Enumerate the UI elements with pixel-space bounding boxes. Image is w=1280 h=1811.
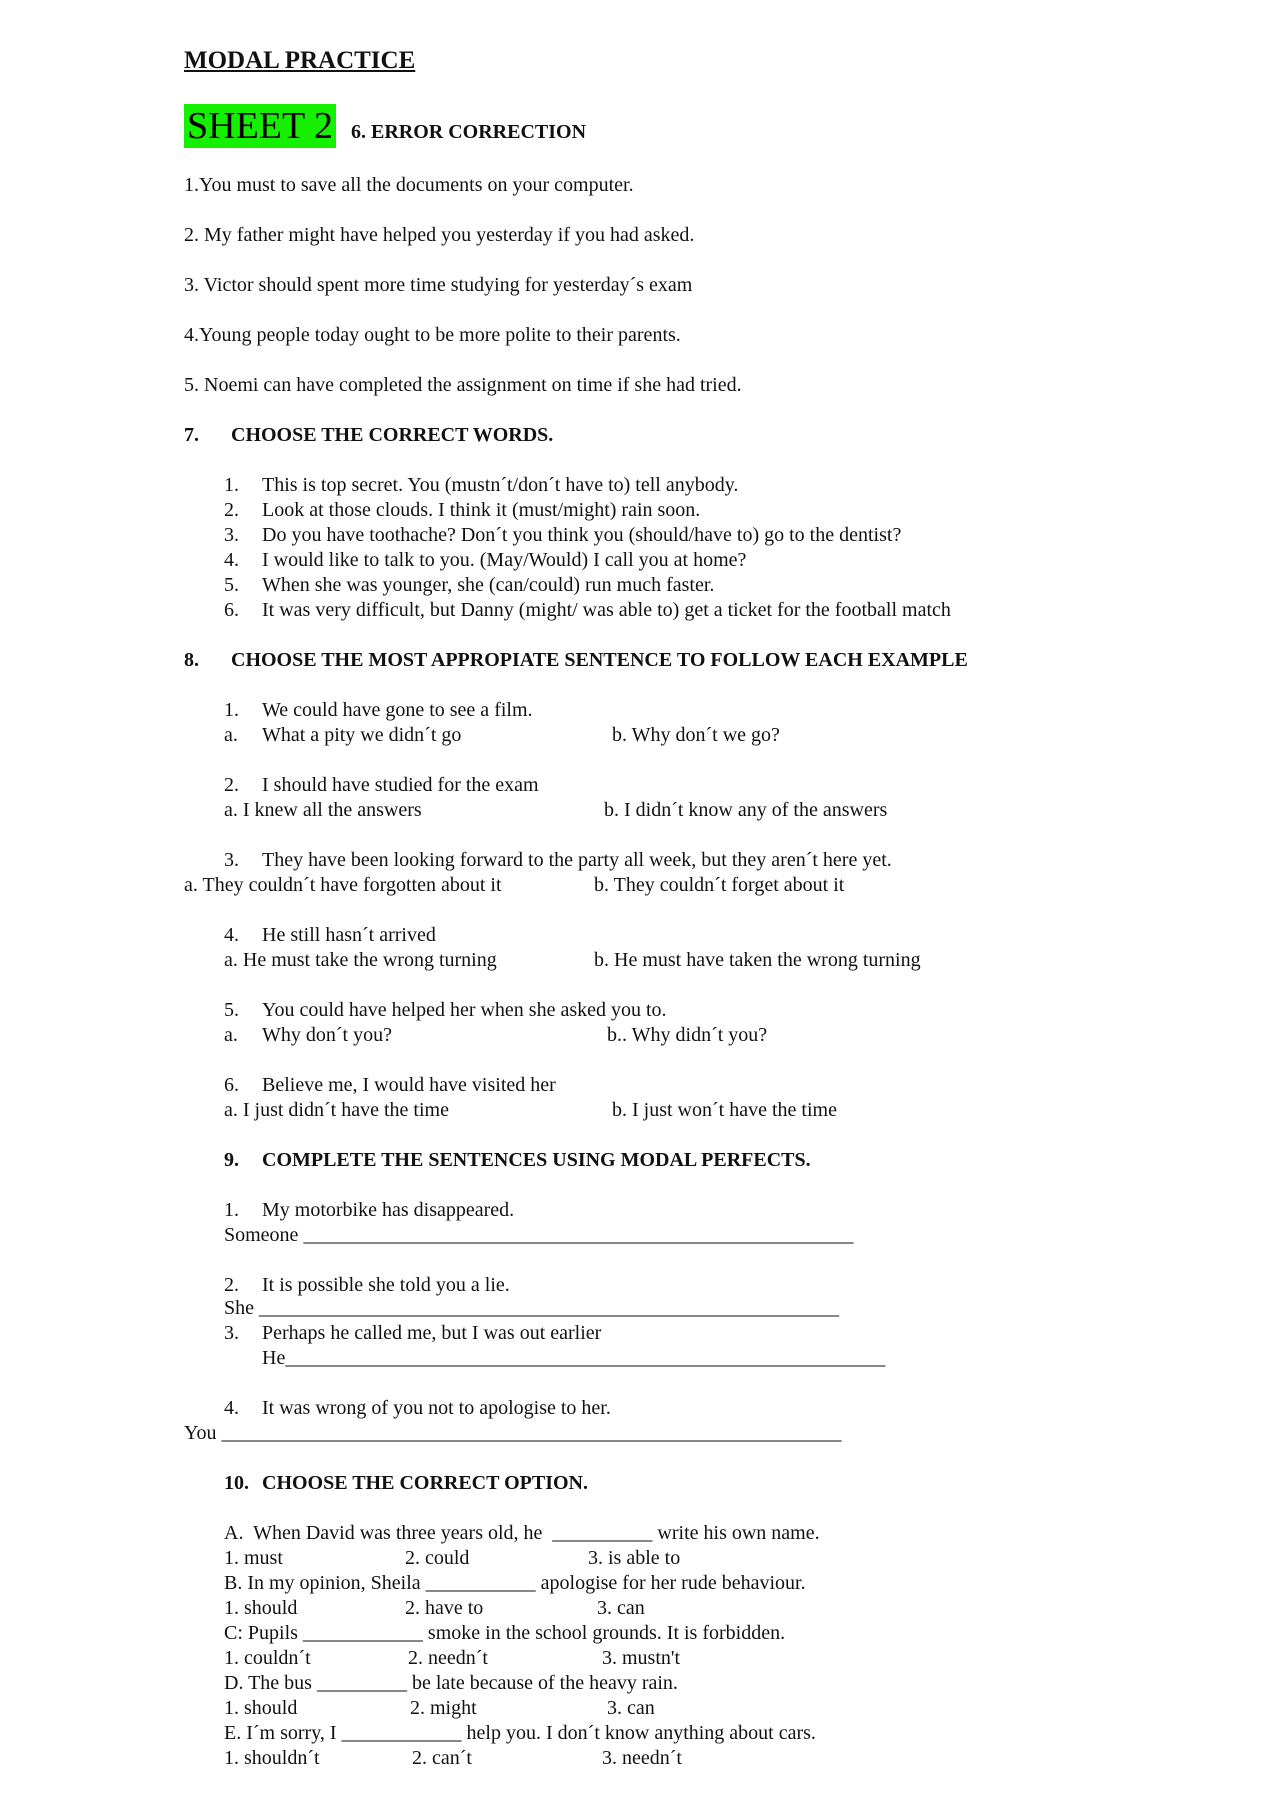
- s8-item-number: 1.: [224, 699, 239, 721]
- s10-question: A. When David was three years old, he __________ write his own name.: [224, 1522, 820, 1544]
- s10-option-1: 1. couldn´t: [224, 1647, 311, 1669]
- section-10-number: 10.: [224, 1472, 249, 1494]
- s8-prompt: I should have studied for the exam: [262, 774, 539, 796]
- s9-item-number: 4.: [224, 1397, 239, 1419]
- s7-item-text: Do you have toothache? Don´t you think you (should/have to) go to the dentist?: [262, 524, 902, 546]
- s8-prompt: He still hasn´t arrived: [262, 924, 436, 946]
- s10-option-3: 3. can: [597, 1597, 645, 1619]
- section-10-heading: CHOOSE THE CORRECT OPTION.: [262, 1472, 588, 1494]
- s8-option-a: Why don´t you?: [262, 1024, 392, 1046]
- s8-option-b: b. He must have taken the wrong turning: [594, 949, 921, 971]
- s10-option-1: 1. shouldn´t: [224, 1747, 320, 1769]
- section-9-heading: COMPLETE THE SENTENCES USING MODAL PERFECTS.: [262, 1149, 811, 1171]
- s9-prompt: It is possible she told you a lie.: [262, 1274, 510, 1296]
- s7-item-number: 3.: [224, 524, 239, 546]
- s8-option-b: b. I just won´t have the time: [612, 1099, 837, 1121]
- s7-item-text: It was very difficult, but Danny (might/ was able to) get a ticket for the football match: [262, 599, 951, 621]
- s7-item-text: I would like to talk to you. (May/Would) I call you at home?: [262, 549, 747, 571]
- s7-item-number: 2.: [224, 499, 239, 521]
- s8-option-b: b. Why don´t we go?: [612, 724, 780, 746]
- s8-item-number: 3.: [224, 849, 239, 871]
- s10-option-3: 3. needn´t: [602, 1747, 682, 1769]
- s8-option-a: a. I knew all the answers: [224, 799, 422, 821]
- s10-option-3: 3. is able to: [588, 1547, 681, 1569]
- s10-option-2: 2. might: [410, 1697, 477, 1719]
- s8-item-number: 2.: [224, 774, 239, 796]
- s10-option-2: 2. have to: [405, 1597, 484, 1619]
- s8-item-number: 6.: [224, 1074, 239, 1096]
- s9-answer-line: Someone _______________________________________________________: [224, 1224, 854, 1246]
- s10-option-3: 3. can: [607, 1697, 655, 1719]
- s7-item-number: 4.: [224, 549, 239, 571]
- s8-option-a: What a pity we didn´t go: [262, 724, 462, 746]
- s8-option-a: a. He must take the wrong turning: [224, 949, 497, 971]
- s7-item-text: Look at those clouds. I think it (must/might) rain soon.: [262, 499, 701, 521]
- s9-item-number: 2.: [224, 1274, 239, 1296]
- section-7-number: 7.: [184, 424, 199, 446]
- s8-option-b: b. I didn´t know any of the answers: [604, 799, 888, 821]
- s8-option-a: a. They couldn´t have forgotten about it: [184, 874, 502, 896]
- s7-item-text: When she was younger, she (can/could) run much faster.: [262, 574, 715, 596]
- s8-option-b: b.. Why didn´t you?: [607, 1024, 768, 1046]
- s8-option-a: a. I just didn´t have the time: [224, 1099, 449, 1121]
- s10-question: D. The bus _________ be late because of the heavy rain.: [224, 1672, 678, 1694]
- error-item-2: 2. My father might have helped you yesterday if you had asked.: [184, 224, 695, 246]
- s9-item-number: 3.: [224, 1322, 239, 1344]
- s8-item-number: 4.: [224, 924, 239, 946]
- s10-option-2: 2. needn´t: [408, 1647, 488, 1669]
- s8-item-number: 5.: [224, 999, 239, 1021]
- s10-question: E. I´m sorry, I ____________ help you. I don´t know anything about cars.: [224, 1722, 816, 1744]
- s9-prompt: My motorbike has disappeared.: [262, 1199, 515, 1221]
- s9-prompt: Perhaps he called me, but I was out earlier: [262, 1322, 602, 1344]
- section-8-heading: CHOOSE THE MOST APPROPIATE SENTENCE TO FOLLOW EACH EXAMPLE: [231, 649, 968, 671]
- s10-option-3: 3. mustn't: [602, 1647, 681, 1669]
- s7-item-text: This is top secret. You (mustn´t/don´t have to) tell anybody.: [262, 474, 739, 496]
- sheet-label: SHEET 2: [184, 104, 336, 148]
- s8-option-a-label: a.: [224, 1024, 238, 1046]
- s10-option-2: 2. could: [405, 1547, 470, 1569]
- error-item-1: 1.You must to save all the documents on your computer.: [184, 174, 634, 196]
- s7-item-number: 1.: [224, 474, 239, 496]
- error-item-5: 5. Noemi can have completed the assignment on time if she had tried.: [184, 374, 742, 396]
- s9-answer-line: You ______________________________________________________________: [184, 1422, 842, 1444]
- s10-option-1: 1. should: [224, 1697, 298, 1719]
- section-9-number: 9.: [224, 1149, 239, 1171]
- s8-option-a-label: a.: [224, 724, 238, 746]
- section-7-heading: CHOOSE THE CORRECT WORDS.: [231, 424, 554, 446]
- error-item-3: 3. Victor should spent more time studying for yesterday´s exam: [184, 274, 693, 296]
- section-8-number: 8.: [184, 649, 199, 671]
- s9-answer-line: She __________________________________________________________: [224, 1297, 839, 1319]
- section-6-heading: 6. ERROR CORRECTION: [351, 121, 587, 143]
- s9-item-number: 1.: [224, 1199, 239, 1221]
- s10-option-1: 1. must: [224, 1547, 283, 1569]
- s9-prompt: It was wrong of you not to apologise to her.: [262, 1397, 611, 1419]
- s8-prompt: You could have helped her when she asked you to.: [262, 999, 667, 1021]
- s10-question: C: Pupils ____________ smoke in the school grounds. It is forbidden.: [224, 1622, 786, 1644]
- s8-prompt: Believe me, I would have visited her: [262, 1074, 556, 1096]
- page-title: MODAL PRACTICE: [184, 47, 416, 74]
- s10-question: B. In my opinion, Sheila ___________ apologise for her rude behaviour.: [224, 1572, 806, 1594]
- s8-prompt: We could have gone to see a film.: [262, 699, 533, 721]
- error-item-4: 4.Young people today ought to be more polite to their parents.: [184, 324, 681, 346]
- s8-prompt: They have been looking forward to the party all week, but they aren´t here yet.: [262, 849, 892, 871]
- s7-item-number: 5.: [224, 574, 239, 596]
- s7-item-number: 6.: [224, 599, 239, 621]
- s8-option-b: b. They couldn´t forget about it: [594, 874, 845, 896]
- s9-answer-line: He____________________________________________________________: [262, 1347, 886, 1369]
- s10-option-2: 2. can´t: [412, 1747, 472, 1769]
- s10-option-1: 1. should: [224, 1597, 298, 1619]
